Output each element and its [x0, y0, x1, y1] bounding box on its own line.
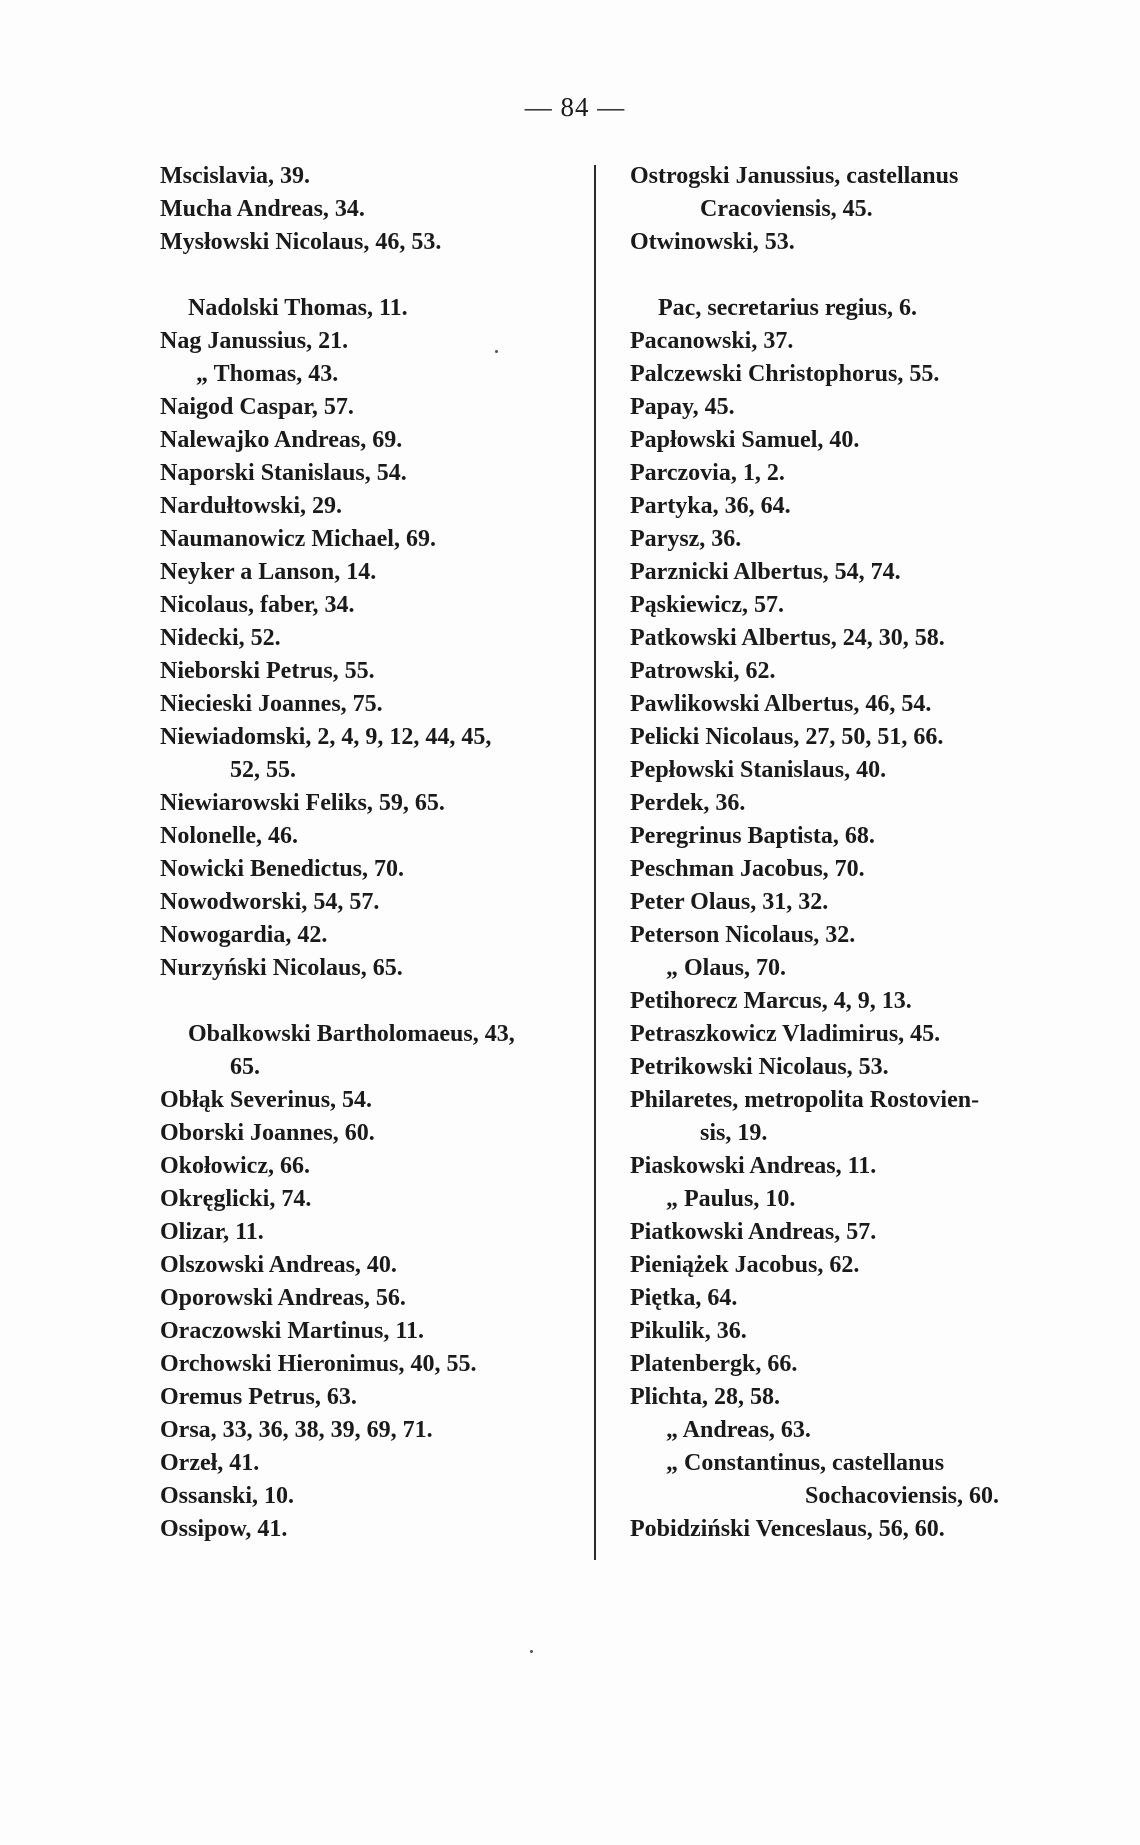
column-divider	[594, 165, 596, 1560]
index-entry: Peregrinus Baptista, 68.	[630, 823, 875, 849]
index-entry: Peterson Nicolaus, 32.	[630, 922, 856, 948]
index-entry: Oborski Joannes, 60.	[160, 1120, 375, 1146]
index-entry: Peter Olaus, 31, 32.	[630, 889, 829, 915]
index-entry: Nowicki Benedictus, 70.	[160, 856, 405, 882]
index-entry: Pobidziński Venceslaus, 56, 60.	[630, 1516, 945, 1542]
index-entry: Ostrogski Janussius, castellanus	[630, 163, 959, 189]
index-entry: Patrowski, 62.	[630, 658, 776, 684]
section-gap	[160, 985, 580, 1018]
index-entry: Mysłowski Nicolaus, 46, 53.	[160, 229, 442, 255]
index-entry: Nag Janussius, 21.	[160, 328, 349, 354]
index-entry: Pelicki Nicolaus, 27, 50, 51, 66.	[630, 724, 944, 750]
index-entry: Pieniążek Jacobus, 62.	[630, 1252, 860, 1278]
index-entry: Ossanski, 10.	[160, 1483, 295, 1509]
index-entry: Petihorecz Marcus, 4, 9, 13.	[630, 988, 912, 1014]
index-entry: „ Constantinus, castellanus	[666, 1450, 945, 1476]
index-entry: „ Andreas, 63.	[666, 1417, 811, 1443]
index-entry: Partyka, 36, 64.	[630, 493, 791, 519]
index-entry: Peschman Jacobus, 70.	[630, 856, 865, 882]
section-gap	[160, 259, 580, 292]
index-entry: „ Paulus, 10.	[666, 1186, 796, 1212]
index-entry: Piętka, 64.	[630, 1285, 738, 1311]
index-entry: Patkowski Albertus, 24, 30, 58.	[630, 625, 945, 651]
index-entry: Pikulik, 36.	[630, 1318, 747, 1344]
index-entry: Niewiarowski Feliks, 59, 65.	[160, 790, 445, 816]
index-entry: Otwinowski, 53.	[630, 229, 795, 255]
index-entry: Nardułtowski, 29.	[160, 493, 343, 519]
index-entry: Oremus Petrus, 63.	[160, 1384, 357, 1410]
index-entry: Pawlikowski Albertus, 46, 54.	[630, 691, 932, 717]
index-entry: Nicolaus, faber, 34.	[160, 592, 355, 618]
index-entry: Parznicki Albertus, 54, 74.	[630, 559, 901, 585]
index-entry: Okręglicki, 74.	[160, 1186, 312, 1212]
index-entry: Oraczowski Martinus, 11.	[160, 1318, 424, 1344]
index-entry: Okołowicz, 66.	[160, 1153, 310, 1179]
index-entry: Nadolski Thomas, 11.	[188, 295, 408, 321]
index-entry: Nowogardia, 42.	[160, 922, 328, 948]
index-entry: Parysz, 36.	[630, 526, 742, 552]
index-entry: Pac, secretarius regius, 6.	[658, 295, 918, 321]
index-entry: Naumanowicz Michael, 69.	[160, 526, 436, 552]
index-entry: Nieborski Petrus, 55.	[160, 658, 375, 684]
paper-speck	[495, 350, 498, 353]
index-entry: Pepłowski Stanislaus, 40.	[630, 757, 887, 783]
index-entry: Papay, 45.	[630, 394, 735, 420]
index-entry: Nalewajko Andreas, 69.	[160, 427, 403, 453]
index-entry: Parczovia, 1, 2.	[630, 460, 785, 486]
index-entry: „ Thomas, 43.	[196, 361, 339, 387]
index-entry: 52, 55.	[230, 757, 296, 783]
index-entry: „ Olaus, 70.	[666, 955, 787, 981]
paper-speck	[530, 1650, 533, 1653]
index-entry: Mscislavia, 39.	[160, 163, 310, 189]
page-number: — 84 —	[524, 92, 626, 122]
index-entry: Piaskowski Andreas, 11.	[630, 1153, 877, 1179]
index-entry: Sochacoviensis, 60.	[805, 1483, 1000, 1509]
index-entry: Orchowski Hieronimus, 40, 55.	[160, 1351, 477, 1377]
index-entry: Plichta, 28, 58.	[630, 1384, 780, 1410]
index-entry: Mucha Andreas, 34.	[160, 196, 365, 222]
section-gap	[630, 259, 1050, 292]
index-entry: Cracoviensis, 45.	[700, 196, 873, 222]
index-entry: Orsa, 33, 36, 38, 39, 69, 71.	[160, 1417, 433, 1443]
index-entry: Nidecki, 52.	[160, 625, 281, 651]
index-entry: Ossipow, 41.	[160, 1516, 288, 1542]
index-entry: Pąskiewicz, 57.	[630, 592, 784, 618]
index-entry: Naporski Stanislaus, 54.	[160, 460, 407, 486]
index-entry: Orzeł, 41.	[160, 1450, 260, 1476]
index-entry: Nurzyński Nicolaus, 65.	[160, 955, 403, 981]
index-entry: Obalkowski Bartholomaeus, 43,	[188, 1021, 515, 1047]
index-entry: Perdek, 36.	[630, 790, 746, 816]
index-entry: Platenbergk, 66.	[630, 1351, 798, 1377]
index-entry: sis, 19.	[700, 1120, 768, 1146]
index-entry: Olszowski Andreas, 40.	[160, 1252, 397, 1278]
index-entry: Petrikowski Nicolaus, 53.	[630, 1054, 889, 1080]
index-entry: Obłąk Severinus, 54.	[160, 1087, 373, 1113]
index-entry: Nolonelle, 46.	[160, 823, 298, 849]
index-entry: Pacanowski, 37.	[630, 328, 794, 354]
index-entry: Philaretes, metropolita Rostovien-	[630, 1087, 980, 1113]
index-entry: Palczewski Christophorus, 55.	[630, 361, 940, 387]
index-entry: 65.	[230, 1054, 260, 1080]
index-column-left	[160, 160, 580, 1546]
index-entry: Papłowski Samuel, 40.	[630, 427, 860, 453]
index-entry: Nowodworski, 54, 57.	[160, 889, 380, 915]
index-entry: Olizar, 11.	[160, 1219, 264, 1245]
index-entry: Naigod Caspar, 57.	[160, 394, 354, 420]
index-entry: Piatkowski Andreas, 57.	[630, 1219, 877, 1245]
index-entry: Petraszkowicz Vladimirus, 45.	[630, 1021, 941, 1047]
index-entry: Neyker a Lanson, 14.	[160, 559, 377, 585]
index-column-right	[630, 160, 1050, 1546]
index-entry: Niewiadomski, 2, 4, 9, 12, 44, 45,	[160, 724, 492, 750]
index-entry: Oporowski Andreas, 56.	[160, 1285, 406, 1311]
index-entry: Niecieski Joannes, 75.	[160, 691, 383, 717]
